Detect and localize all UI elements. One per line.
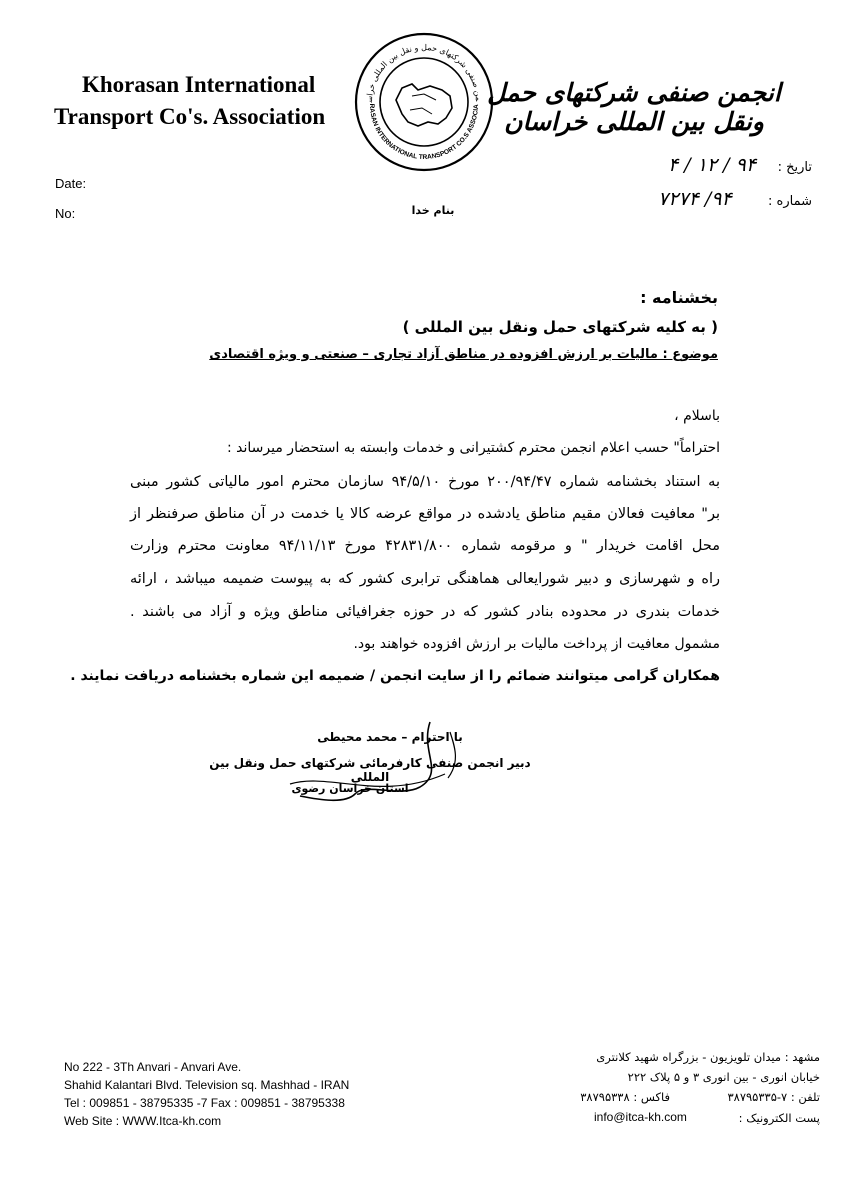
footer-en-line2: Shahid Kalantari Blvd. Television sq. Mashhad - IRAN: [64, 1078, 350, 1092]
signature-name: با احترام – محمد محیطی: [317, 730, 463, 744]
signature-scribble-icon: [270, 712, 480, 812]
bismillah: بنام خدا: [411, 204, 455, 217]
footer-fa-line1: مشهد : میدان تلویزیون - بزرگراه شهید کلانتری: [596, 1050, 820, 1064]
body-line-4: محل اقامت خریدار " و مرقومه شماره ۴۲۸۳۱/۸۰۰ مورخ ۹۴/۱۱/۱۳ معاونت محترم وزارت: [130, 538, 720, 554]
footer-en-website: Web Site : WWW.Itca-kh.com: [64, 1114, 222, 1128]
letter-greeting: باسلام ،: [674, 408, 720, 424]
header-fa-title: انجمن صنفی شرکتهای حمل ونقل بین المللی خراسان: [487, 78, 781, 136]
footer-en-line1: No 222 - 3Th Anvari - Anvari Ave.: [64, 1060, 242, 1074]
body-last-line: مشمول معافیت از پرداخت مالیات بر ارزش افزوده خواهند بود.: [353, 636, 720, 652]
body-line-1: احتراماً" حسب اعلام انجمن محترم کشتیرانی و خدمات وابسته به استحضار میرساند :: [227, 440, 720, 456]
svg-text:KHORASAN INTERNATIONAL TRANSPO: RASAN INTERNATIONAL TRANSPORT CO.S ASSOCIA: [367, 103, 481, 162]
body-bold-line: همکاران گرامی میتوانند ضمائم را از سایت انجمن / ضمیمه این شماره بخشنامه دریافت نمایند .: [70, 668, 720, 684]
date-label: Date:: [55, 176, 87, 191]
footer-fa-fax: فاکس : ۳۸۷۹۵۳۳۸: [580, 1090, 670, 1104]
body-line-6: خدمات بندری در محدوده بنادر کشور که در حوزه جغرافیائی مناطق ویژه و آزاد می باشند .: [130, 604, 720, 620]
letter-subject: موضوع : مالیات بر ارزش افزوده در مناطق آزاد تجاری – صنعتی و ویژه اقتصادی: [209, 347, 718, 362]
header-en-line1: Khorasan International: [82, 72, 316, 97]
no-label: No:: [55, 206, 76, 221]
footer-fa-tel: تلفن : ۷-۳۸۷۹۵۳۳۵: [727, 1090, 820, 1104]
footer-fa-email-label: پست الکترونیک :: [738, 1111, 820, 1125]
footer-en-line3: Tel : 009851 - 38795335 -7 Fax : 009851 - 38795338: [64, 1096, 345, 1110]
fa-no-label: شماره :: [768, 194, 812, 209]
header-en-line2: Transport Co's. Association: [54, 104, 326, 129]
signature-province: استان خراسان رضوی: [291, 782, 409, 795]
body-line-3: بر" معافیت فعالان مقیم مناطق یادشده در مواقع عرضه کالا یا خدمت در آن مناطق صرفنظر از: [130, 506, 720, 522]
fa-date-value: ۹۴ / ۱۲ / ۴: [668, 154, 757, 176]
signature-title: دبیر انجمن صنفی کارفرمائی شرکتهای حمل ونقل بین المللی: [209, 756, 531, 784]
fa-no-value: ۹۴/ ۷۲۷۴: [658, 188, 732, 210]
body-line-5: راه و شهرسازی و دبیر شورایعالی هماهنگی ترابری کشور که به پیوست ضمیمه میباشد ، ارائه: [130, 571, 720, 587]
svg-text:انجمن صنفی شرکتهای حمل و نقل ب: من صنفی شرکتهای حمل و نقل بین المللی خراس: [364, 42, 484, 103]
letter-type: بخشنامه :: [640, 288, 718, 307]
letter-recipient: ( به کلیه شرکتهای حمل ونقل بین المللی ): [402, 318, 718, 336]
footer-email: info@itca-kh.com: [594, 1110, 687, 1124]
body-line-2: به استناد بخشنامه شماره ۲۰۰/۹۴/۴۷ مورخ ۹۴/۵/۱۰ سازمان محترم امور مالیاتی کشور مبنی: [130, 474, 720, 490]
fa-date-label: تاریخ :: [777, 160, 812, 175]
footer-fa-line2: خیابان انوری - بین انوری ۳ و ۵ پلاک ۲۲۲: [627, 1070, 820, 1084]
